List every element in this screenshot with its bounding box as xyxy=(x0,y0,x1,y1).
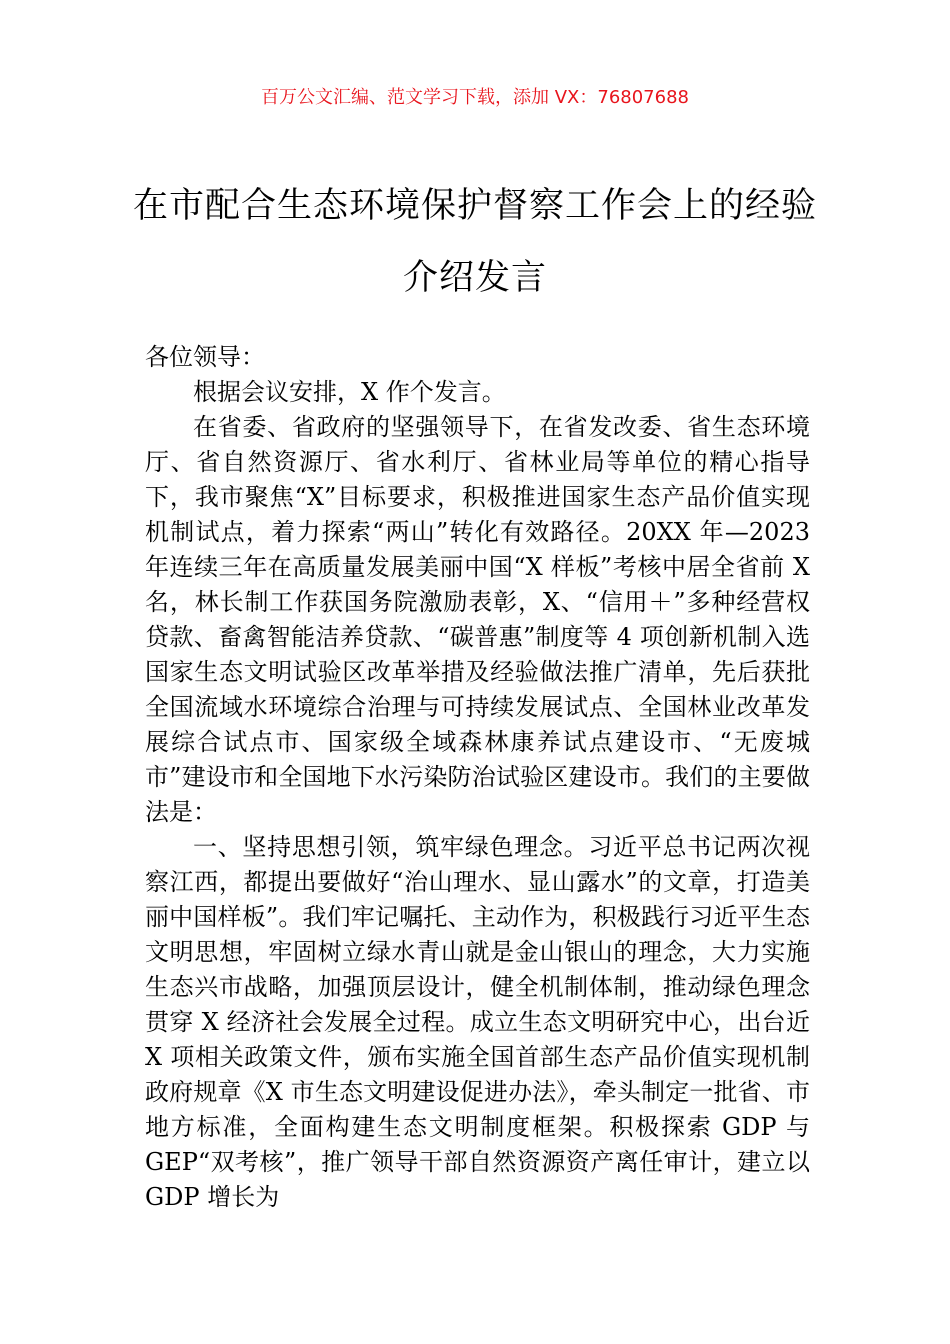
paragraph-overview: 在省委、省政府的坚强领导下，在省发改委、省生态环境厅、省自然资源厅、省水利厅、省林业局等单位的精心指导下，我市聚焦“X”目标要求，积极推进国家生态产品价值实现机制试点，着力探索“两山”转化有效路径。20XX 年—2023 年连续三年在高质量发展美丽中国“X 样板”考核中居全省前 X 名，林长制工作获国务院激励表彰，X、“信用＋”多种经营权贷款、畜禽智能洁养贷款、“碳普惠”制度等 4 项创新机制入选国家生态文明试验区改革举措及经验做法推广清单，先后获批全国流域水环境综合治理与可持续发展试点、全国林业改革发展综合试点市、国家级全域森林康养试点建设市、“无废城市”建设市和全国地下水污染防治试验区建设市。我们的主要做法是： xyxy=(145,413,810,826)
paragraph-section-one: 一、坚持思想引领，筑牢绿色理念。习近平总书记两次视察江西，都提出要做好“治山理水、显山露水”的文章，打造美丽中国样板”。我们牢记嘱托、主动作为，积极践行习近平生态文明思想，牢固树立绿水青山就是金山银山的理念，大力实施生态兴市战略，加强顶层设计，健全机制体制，推动绿色理念贯穿 X 经济社会发展全过程。成立生态文明研究中心，出台近 X 项相关政策文件，颁布实施全国首部生态产品价值实现机制政府规章《X 市生态文明建设促进办法》，牵头制定一批省、市地方标准，全面构建生态文明制度框架。积极探索 GDP 与 GEP“双考核”，推广领导干部自然资源资产离任审计，建立以 GDP 增长为 xyxy=(145,833,810,1211)
document-title: 在市配合生态环境保护督察工作会上的经验介绍发言 xyxy=(132,186,817,298)
salutation: 各位领导： xyxy=(145,343,265,371)
download-banner: 百万公文汇编、范文学习下载，添加 VX：76807688 xyxy=(261,87,689,108)
paragraph-intro: 根据会议安排，X 作个发言。 xyxy=(193,378,506,406)
document-body xyxy=(145,340,810,1215)
